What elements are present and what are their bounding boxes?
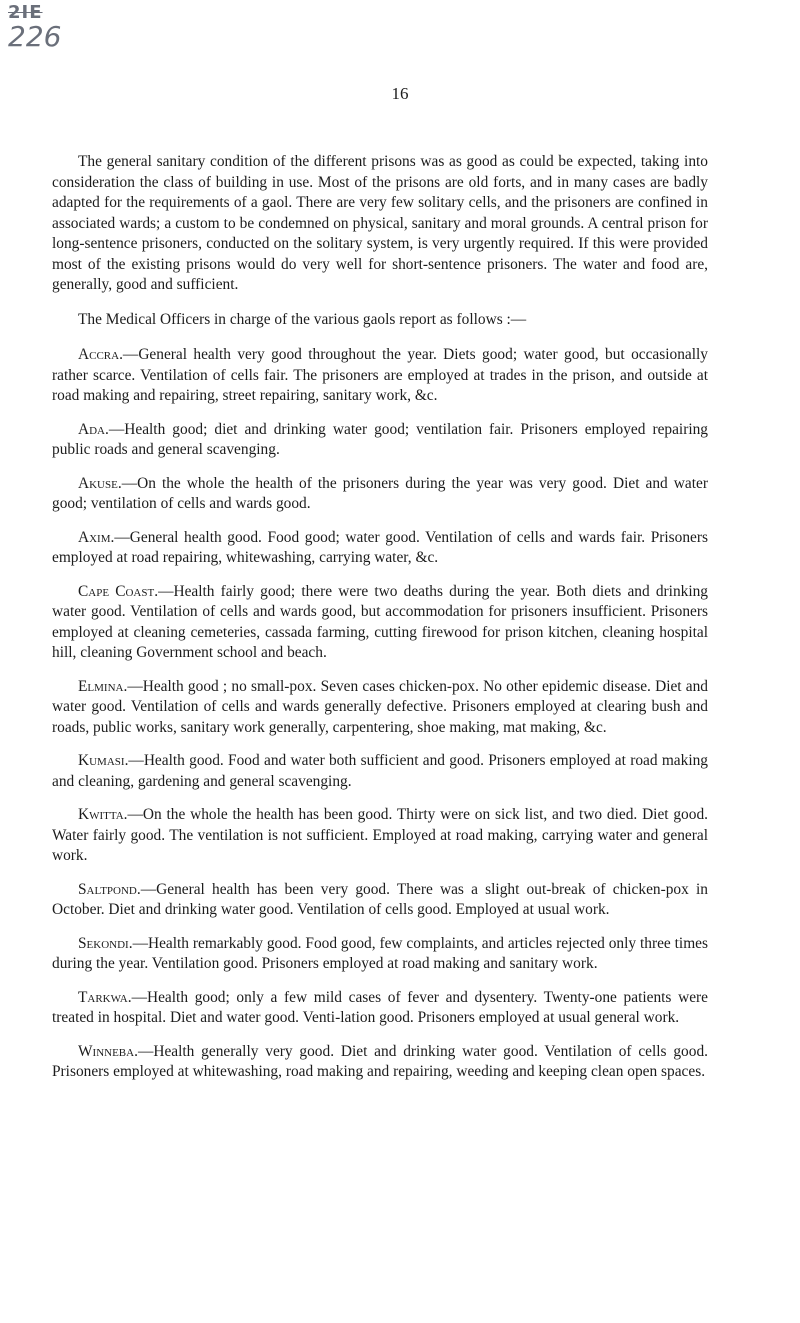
place-name: Winneba. (78, 1042, 138, 1060)
report-ada (52, 420, 708, 461)
report-axim (52, 528, 708, 569)
report-text: —On the whole the health of the prisoners during the year was very good. Diet and water good; ventilation of cells and wards good. (52, 474, 708, 512)
report-kwitta (52, 805, 708, 867)
place-name: Tarkwa. (78, 988, 132, 1006)
report-text: —General health very good throughout the year. Diets good; water good, but occasionally rather scarce. Ventilation of cells fair. The prisoners are employed at trades in the prison, and outside at road making and repairing, street repairing, sanitary work, &c. (52, 346, 708, 404)
place-name: Ada. (78, 420, 109, 438)
report-elmina (52, 677, 708, 739)
stamp-number: 226 (8, 20, 62, 53)
report-accra (52, 345, 708, 407)
archive-stamp (8, 4, 61, 51)
stamp-code: 2IE (8, 2, 43, 23)
page-number: 16 (391, 84, 409, 103)
report-tarkwa (52, 988, 708, 1029)
place-name: Axim. (78, 528, 115, 546)
report-akuse (52, 474, 708, 515)
place-name: Kwitta. (78, 806, 128, 823)
place-name: Akuse. (78, 474, 122, 492)
report-text: —Health good; diet and drinking water good; ventilation fair. Prisoners employed repairing public roads and general scavenging. (52, 420, 708, 458)
intro-paragraph: The general sanitary condition of the different prisons was as good as could be expected, taking into consideration the class of building in use. Most of the prisons are old forts, and in many cases are badly adapted for the requirements of a gaol. There are very few solitary cells, and the prisoners are confined in associated wards; a custom to be condemned on physical, sanitary and moral grounds. A central prison for long-sentence prisoners, conducted on the solitary system, is very urgently required. If this were provided most of the existing prisons would do very well for short-sentence prisoners. The water and food are, generally, good and sufficient. (52, 153, 708, 293)
place-name: Accra. (78, 346, 123, 363)
report-text: —General health has been very good. There was a slight out-break of chicken-pox in October. Diet and drinking water good. Ventilation of cells good. Employed at usual work. (52, 880, 708, 918)
report-text: —General health good. Food good; water good. Ventilation of cells and wards fair. Prisoners employed at road repairing, whitewashing, carrying water, &c. (52, 528, 708, 566)
report-sekondi (52, 934, 708, 975)
place-name: Kumasi. (78, 752, 129, 769)
place-name: Saltpond. (78, 880, 141, 898)
report-kumasi (52, 751, 708, 792)
report-text: —Health good ; no small-pox. Seven cases chicken-pox. No other epidemic disease. Diet and water good. Ventilation of cells and wards generally defective. Prisoners employed at clearing bush and roads, public works, sanitary work generally, carpentering, shoe making, mat making, &c. (52, 677, 708, 736)
report-text: —Health fairly good; there were two deaths during the year. Both diets and drinking water good. Ventilation of cells and wards good, but accommodation for prisoners insufficient. Prisoners employed at cleaning cemeteries, cassada farming, cutting firewood for prison kitchen, cleaning hospital hill, cleaning Government school and beach. (52, 582, 708, 661)
report-text: —On the whole the health has been good. Thirty were on sick list, and two died. Diet good. Water fairly good. The ventilation is not sufficient. Employed at road making, carrying water and general work. (52, 806, 708, 864)
report-winneba (52, 1042, 708, 1083)
report-cape-coast (52, 582, 708, 664)
report-text: —Health remarkably good. Food good, few complaints, and articles rejected only three times during the year. Ventilation good. Prisoners employed at road making and sanitary work. (52, 934, 708, 972)
report-saltpond (52, 880, 708, 921)
place-name: Cape Coast. (78, 582, 159, 600)
report-text: —Health good; only a few mild cases of fever and dysentery. Twenty-one patients were treated in hospital. Diet and water good. Venti-lation good. Prisoners employed at usual general work. (52, 988, 708, 1026)
place-name: Sekondi. (78, 934, 133, 952)
lead-paragraph: The Medical Officers in charge of the various gaols report as follows :— (78, 311, 527, 328)
report-text: —Health good. Food and water both sufficient and good. Prisoners employed at road making and cleaning, gardening and general scavenging. (52, 752, 708, 790)
place-name: Elmina. (78, 677, 128, 695)
report-body (52, 152, 708, 1096)
report-text: —Health generally very good. Diet and drinking water good. Ventilation of cells good. Prisoners employed at whitewashing, road making and repairing, weeding and keeping clean open spaces. (52, 1042, 708, 1080)
